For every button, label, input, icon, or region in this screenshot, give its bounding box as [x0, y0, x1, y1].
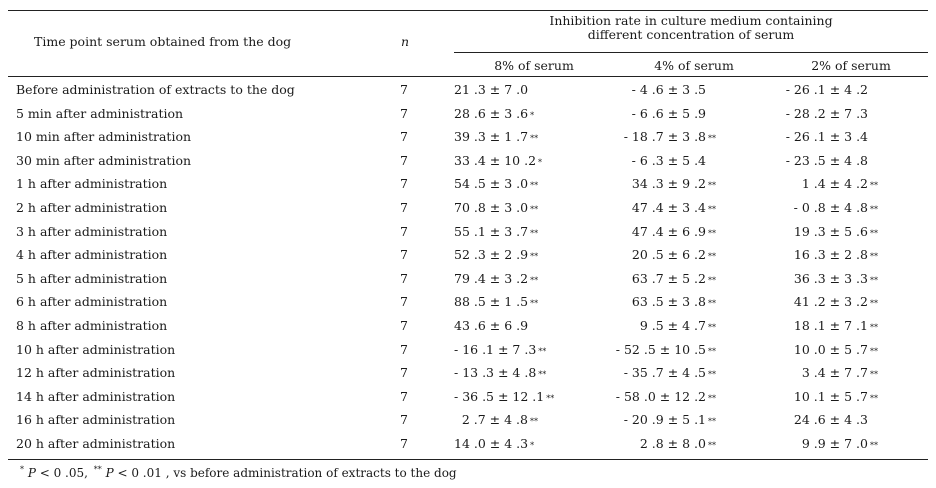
time-cell: [16, 314, 167, 338]
value-2pct-cell-text: 3 .4 ± 7 .7: [801, 365, 868, 381]
time-cell-text: 10 min after administration: [16, 129, 192, 145]
significance-marker: **: [530, 252, 539, 262]
value-8pct-cell: [454, 338, 547, 364]
significance-marker: **: [870, 370, 878, 380]
value-8pct-cell-text: - 16 .1 ± 7 .3: [454, 341, 537, 357]
n-cell: [398, 361, 410, 385]
n-cell: [398, 243, 410, 267]
significance-marker: **: [546, 393, 555, 403]
value-4pct-cell-text: - 52 .5 ± 10 .5: [615, 341, 706, 357]
significance-marker: **: [708, 252, 716, 262]
time-cell: [16, 267, 167, 291]
value-8pct-cell-text: 88 .5 ± 1 .5: [454, 294, 529, 310]
value-2pct-cell-text: 10 .0 ± 5 .7: [793, 341, 868, 357]
value-8pct-cell: [454, 408, 544, 434]
value-8pct-cell-text: - 36 .5 ± 12 .1: [454, 388, 545, 404]
significance-marker: *: [538, 157, 543, 167]
value-2pct-cell: [774, 338, 884, 364]
value-2pct-cell: [774, 196, 884, 222]
significance-marker: **: [538, 346, 547, 356]
value-8pct-cell: [454, 78, 544, 102]
value-4pct-cell-text: 20 .5 ± 6 .2: [631, 247, 706, 263]
value-2pct-cell-text: - 26 .1 ± 4 .2: [785, 82, 868, 97]
value-2pct-cell: [774, 408, 884, 432]
col-header-2pct: 2% of serum: [811, 58, 891, 73]
table-row: [8, 172, 928, 196]
table-row: [8, 220, 928, 244]
significance-marker: **: [708, 299, 716, 309]
value-8pct-cell-text: 28 .6 ± 3 .6: [454, 105, 529, 121]
value-8pct-cell-text: - 13 .3 ± 4 .8: [454, 365, 537, 381]
table-row: [8, 338, 928, 362]
significance-marker: **: [708, 440, 716, 450]
n-cell: [398, 408, 410, 432]
value-2pct-cell-text: 24 .6 ± 4 .3: [793, 412, 868, 428]
value-4pct-cell: [614, 243, 722, 269]
significance-marker: **: [530, 275, 539, 285]
value-8pct-cell-text: 21 .3 ± 7 .0: [454, 82, 529, 97]
value-8pct-cell-text: 2 .7 ± 4 .8: [461, 412, 528, 428]
significance-marker: **: [530, 181, 539, 191]
value-2pct-cell-text: - 26 .1 ± 3 .4: [785, 129, 868, 145]
value-4pct-cell-text: 47 .4 ± 6 .9: [631, 223, 706, 239]
n-cell: [398, 149, 410, 173]
value-4pct-cell-text: 63 .5 ± 3 .8: [631, 294, 706, 310]
time-cell-text: 12 h after administration: [16, 365, 176, 381]
time-cell: [16, 78, 295, 102]
significance-marker: **: [708, 393, 716, 403]
value-2pct-cell-text: 10 .1 ± 5 .7: [793, 388, 868, 404]
footnote-p-threshold-1: < 0 .05,: [35, 466, 88, 480]
value-8pct-cell-text: 54 .5 ± 3 .0: [454, 176, 529, 192]
value-4pct-cell-text: - 18 .7 ± 3 .8: [623, 129, 706, 145]
value-2pct-cell-text: 36 .3 ± 3 .3: [793, 270, 868, 286]
table-row: [8, 314, 928, 338]
inhibition-header-line2: different concentration of serum: [587, 27, 795, 42]
value-4pct-cell-text: 63 .7 ± 5 .2: [631, 270, 706, 286]
value-2pct-cell: [774, 149, 884, 173]
time-cell-text: 6 h after administration: [16, 294, 168, 310]
value-8pct-cell: [454, 361, 547, 387]
value-8pct-cell: [454, 267, 544, 293]
value-4pct-cell-text: - 20 .9 ± 5 .1: [623, 412, 706, 428]
n-cell-text: 7: [400, 270, 408, 286]
time-cell-text: 10 h after administration: [16, 341, 176, 357]
significance-marker: **: [530, 299, 539, 309]
value-4pct-cell-text: 47 .4 ± 3 .4: [631, 199, 706, 215]
value-8pct-cell-text: 14 .0 ± 4 .3: [454, 435, 529, 451]
value-4pct-cell: [614, 361, 722, 387]
value-8pct-cell-text: 70 .8 ± 3 .0: [454, 199, 529, 215]
value-8pct-cell-text: 79 .4 ± 3 .2: [454, 270, 529, 286]
table-row: [8, 290, 928, 314]
n-cell-text: 7: [400, 388, 408, 404]
col-header-8pct: 8% of serum: [494, 58, 574, 73]
value-8pct-cell: [454, 243, 544, 269]
value-4pct-cell: [614, 149, 722, 173]
group-header-rule: [454, 52, 928, 53]
n-cell: [398, 314, 410, 338]
value-2pct-cell: [774, 361, 884, 387]
footnote-p-threshold-2: < 0 .01 , vs before administration of extracts to the dog: [113, 466, 457, 480]
value-2pct-cell-text: - 23 .5 ± 4 .8: [785, 152, 868, 168]
time-cell-text: 5 h after administration: [16, 270, 168, 286]
n-cell-text: 7: [400, 365, 408, 381]
significance-marker: **: [708, 204, 716, 214]
table-row: [8, 196, 928, 220]
value-2pct-cell-text: 16 .3 ± 2 .8: [793, 247, 868, 263]
value-8pct-cell: [454, 102, 544, 128]
footnote-p-label-2: P: [105, 466, 114, 480]
time-cell: [16, 290, 167, 314]
n-cell: [398, 78, 410, 102]
significance-marker: *: [530, 110, 535, 120]
time-cell-text: 30 min after administration: [16, 152, 192, 168]
n-cell-text: 7: [400, 247, 408, 263]
value-8pct-cell-text: 39 .3 ± 1 .7: [454, 129, 529, 145]
n-cell: [398, 102, 410, 126]
time-cell-text: 20 h after administration: [16, 435, 176, 451]
n-cell-text: 7: [400, 152, 408, 168]
n-cell-text: 7: [400, 223, 408, 239]
value-8pct-cell-text: 33 .4 ± 10 .2: [454, 152, 537, 168]
significance-marker: **: [870, 252, 878, 262]
n-cell-text: 7: [400, 199, 408, 215]
value-4pct-cell: [614, 314, 722, 340]
time-cell-text: 5 min after administration: [16, 105, 184, 121]
time-cell: [16, 125, 191, 149]
time-cell: [16, 432, 175, 456]
n-cell: [398, 196, 410, 220]
value-2pct-cell-text: - 28 .2 ± 7 .3: [785, 105, 868, 121]
value-4pct-cell-text: - 6 .6 ± 5 .9: [631, 105, 706, 121]
time-cell-text: Before administration of extracts to the dog: [16, 82, 295, 97]
time-cell-text: 16 h after administration: [16, 412, 176, 428]
significance-marker: **: [708, 346, 716, 356]
value-8pct-cell-text: 52 .3 ± 2 .9: [454, 247, 529, 263]
table-header: [8, 10, 928, 78]
value-2pct-cell-text: 41 .2 ± 3 .2: [793, 294, 868, 310]
value-4pct-cell: [614, 220, 722, 246]
value-8pct-cell-text: 43 .6 ± 6 .9: [454, 317, 529, 333]
time-cell: [16, 196, 167, 220]
n-cell-text: 7: [400, 129, 408, 145]
n-cell: [398, 290, 410, 314]
table-row: [8, 125, 928, 149]
value-4pct-cell: [614, 267, 722, 293]
n-cell-text: 7: [400, 435, 408, 451]
time-cell-text: 1 h after administration: [16, 176, 168, 192]
table-row: [8, 149, 928, 173]
value-4pct-cell: [614, 196, 722, 222]
time-cell: [16, 408, 175, 432]
footnote-star-double: **: [93, 465, 102, 474]
value-8pct-cell: [454, 385, 555, 411]
value-2pct-cell: [774, 78, 884, 102]
table-row: [8, 243, 928, 267]
table-row: [8, 385, 928, 409]
significance-marker: **: [708, 322, 716, 332]
n-cell: [398, 125, 410, 149]
time-cell: [16, 220, 167, 244]
significance-marker: **: [538, 370, 547, 380]
significance-marker: **: [870, 181, 878, 191]
value-8pct-cell: [454, 172, 544, 198]
value-2pct-cell: [774, 172, 884, 198]
time-cell: [16, 338, 175, 362]
time-cell-text: 4 h after administration: [16, 247, 168, 263]
inhibition-group-header: [454, 14, 928, 42]
table-row: [8, 408, 928, 432]
table-row: [8, 432, 928, 456]
col-header-4pct: 4% of serum: [654, 58, 734, 73]
time-column-header: Time point serum obtained from the dog: [34, 34, 292, 49]
significance-marker: **: [708, 275, 716, 285]
footnote: [18, 466, 457, 480]
n-cell: [398, 385, 410, 409]
table-row: [8, 78, 928, 102]
time-cell-text: 8 h after administration: [16, 317, 168, 333]
significance-marker: **: [708, 134, 716, 144]
time-cell-text: 2 h after administration: [16, 199, 168, 215]
value-8pct-cell: [454, 290, 544, 316]
significance-marker: **: [708, 228, 716, 238]
n-cell-text: 7: [400, 412, 408, 428]
value-4pct-cell-text: - 35 .7 ± 4 .5: [623, 365, 706, 381]
n-cell: [398, 172, 410, 196]
value-2pct-cell-text: 1 .4 ± 4 .2: [801, 176, 868, 192]
value-2pct-cell: [774, 243, 884, 269]
value-4pct-cell-text: - 6 .3 ± 5 .4: [631, 152, 706, 168]
footnote-star-single: *: [20, 465, 24, 474]
value-8pct-cell: [454, 196, 544, 222]
time-cell: [16, 149, 191, 173]
significance-marker: *: [530, 440, 535, 450]
results-table: [8, 10, 928, 460]
n-cell-text: 7: [400, 82, 408, 97]
value-8pct-cell: [454, 432, 544, 458]
significance-marker: **: [708, 181, 716, 191]
value-2pct-cell: [774, 102, 884, 126]
inhibition-header-line1: Inhibition rate in culture medium containing: [549, 13, 833, 28]
significance-marker: **: [870, 322, 878, 332]
time-cell-text: 3 h after administration: [16, 223, 168, 239]
value-4pct-cell: [614, 172, 722, 198]
header-bottom-rule: [8, 76, 928, 77]
n-cell: [398, 267, 410, 291]
table-body: [8, 78, 928, 456]
value-8pct-cell: [454, 125, 544, 151]
value-2pct-cell-text: - 0 .8 ± 4 .8: [793, 199, 868, 215]
time-cell: [16, 102, 183, 126]
significance-marker: **: [870, 440, 878, 450]
n-cell: [398, 220, 410, 244]
value-4pct-cell: [614, 432, 722, 458]
significance-marker: **: [870, 275, 878, 285]
value-2pct-cell: [774, 432, 884, 458]
table-row: [8, 102, 928, 126]
significance-marker: **: [530, 228, 539, 238]
table-row: [8, 267, 928, 291]
value-2pct-cell-text: 18 .1 ± 7 .1: [793, 317, 868, 333]
value-4pct-cell: [614, 102, 722, 126]
value-4pct-cell: [614, 290, 722, 316]
value-8pct-cell-text: 55 .1 ± 3 .7: [454, 223, 529, 239]
value-2pct-cell-text: 9 .9 ± 7 .0: [801, 435, 868, 451]
value-4pct-cell-text: 9 .5 ± 4 .7: [639, 317, 706, 333]
value-2pct-cell: [774, 314, 884, 340]
n-column-header: n: [401, 34, 410, 49]
significance-marker: **: [708, 370, 716, 380]
value-8pct-cell: [454, 220, 544, 246]
footnote-p-label-1: P: [27, 466, 36, 480]
value-4pct-cell-text: 2 .8 ± 8 .0: [639, 435, 706, 451]
n-cell-text: 7: [400, 176, 408, 192]
top-rule: [8, 10, 928, 11]
value-2pct-cell: [774, 267, 884, 293]
value-2pct-cell: [774, 125, 884, 149]
value-2pct-cell: [774, 385, 884, 411]
time-cell: [16, 385, 175, 409]
significance-marker: **: [870, 393, 878, 403]
value-4pct-cell-text: 34 .3 ± 9 .2: [631, 176, 706, 192]
value-2pct-cell-text: 19 .3 ± 5 .6: [793, 223, 868, 239]
value-8pct-cell: [454, 149, 544, 175]
value-4pct-cell: [614, 125, 722, 151]
value-2pct-cell: [774, 220, 884, 246]
value-8pct-cell: [454, 314, 544, 338]
significance-marker: **: [708, 417, 716, 427]
time-cell: [16, 243, 167, 267]
n-cell-text: 7: [400, 341, 408, 357]
value-4pct-cell: [614, 408, 722, 434]
value-4pct-cell: [614, 78, 722, 102]
n-cell-text: 7: [400, 105, 408, 121]
significance-marker: **: [530, 204, 539, 214]
significance-marker: **: [530, 134, 539, 144]
value-2pct-cell: [774, 290, 884, 316]
value-4pct-cell: [614, 385, 722, 411]
significance-marker: **: [870, 228, 878, 238]
time-cell: [16, 172, 167, 196]
n-cell-text: 7: [400, 317, 408, 333]
n-cell: [398, 338, 410, 362]
n-cell: [398, 432, 410, 456]
value-4pct-cell: [614, 338, 722, 364]
n-cell-text: 7: [400, 294, 408, 310]
table-row: [8, 361, 928, 385]
time-cell: [16, 361, 175, 385]
value-4pct-cell-text: - 4 .6 ± 3 .5: [631, 82, 706, 97]
value-4pct-cell-text: - 58 .0 ± 12 .2: [615, 388, 706, 404]
significance-marker: **: [870, 299, 878, 309]
time-cell-text: 14 h after administration: [16, 388, 176, 404]
bottom-rule: [8, 459, 928, 460]
significance-marker: **: [870, 346, 878, 356]
significance-marker: **: [530, 417, 538, 427]
significance-marker: **: [870, 204, 878, 214]
